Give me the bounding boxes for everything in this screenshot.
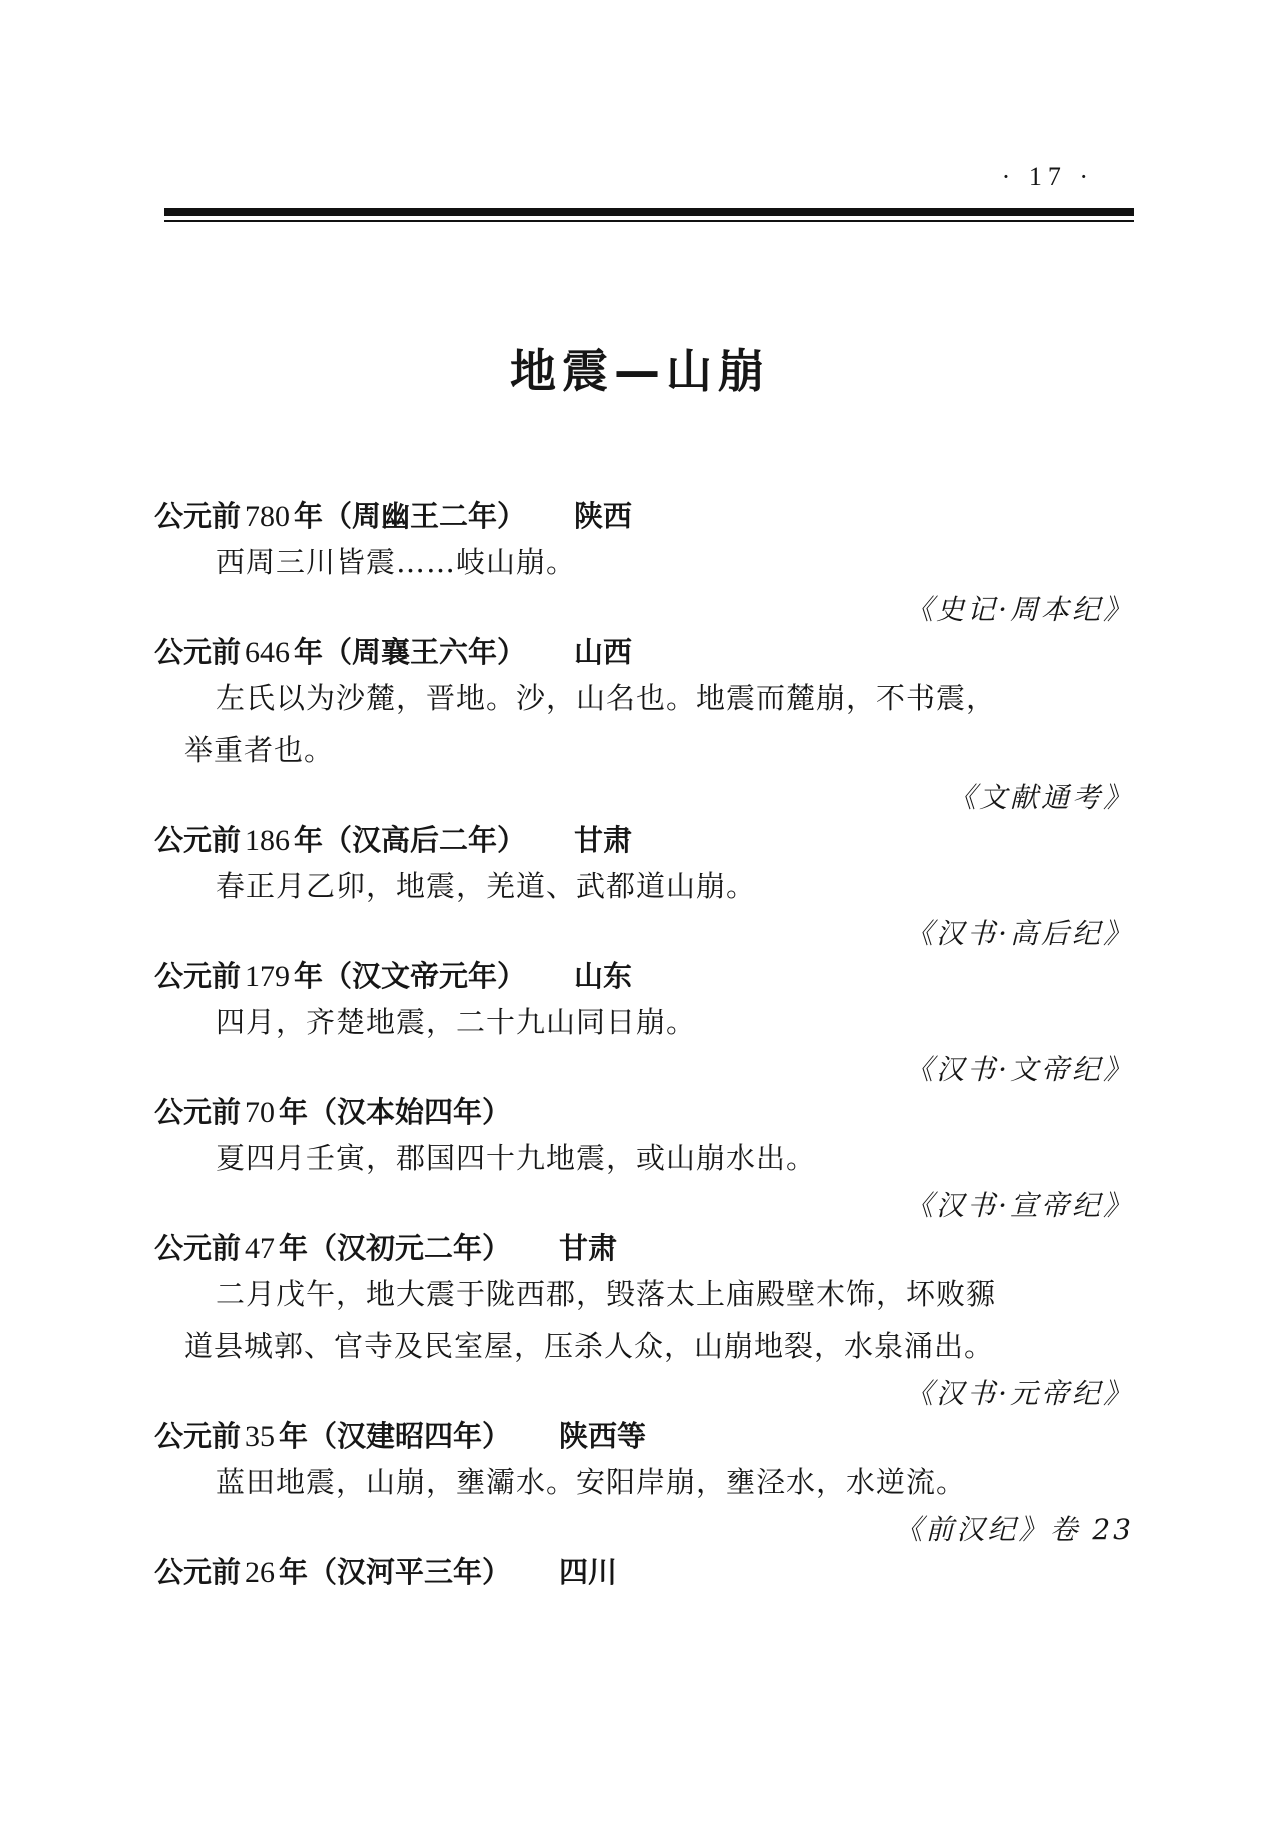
entry-date-suffix: 年（汉建昭四年） — [279, 1419, 512, 1453]
entry-date — [154, 632, 526, 673]
entry-year: 179 — [245, 960, 291, 993]
entry-source: 《汉书·宣帝纪》 — [905, 1189, 1134, 1222]
entry-text-line: 蓝田地震，山崩，壅灞水。安阳岸崩，壅泾水，水逆流。 — [216, 1465, 967, 1499]
entry-region: 山西 — [574, 635, 633, 669]
entry-year: 70 — [245, 1096, 276, 1129]
entry-text-line: 西周三川皆震……岐山崩。 — [216, 545, 577, 579]
entry-region: 山东 — [574, 959, 633, 993]
entry-date-suffix: 年（汉高后二年） — [294, 823, 527, 857]
entry-region: 陕西 — [574, 499, 633, 533]
entry-year: 186 — [245, 824, 291, 857]
entry-header — [154, 820, 1134, 860]
entry-date-suffix: 年（周幽王二年） — [294, 499, 527, 533]
entry-date-prefix: 公元前 — [154, 499, 242, 533]
entry-region: 甘肃 — [559, 1231, 618, 1265]
page-number: · 17 · — [1001, 162, 1094, 191]
entry-region: 陕西等 — [559, 1419, 647, 1453]
entry-header — [154, 1092, 1134, 1132]
entry-text-line: 夏四月壬寅，郡国四十九地震，或山崩水出。 — [216, 1141, 817, 1175]
entry-source: 《汉书·文帝纪》 — [905, 1053, 1134, 1086]
entry-date — [154, 1416, 511, 1457]
entry — [154, 956, 1134, 1092]
entry-date-prefix: 公元前 — [154, 635, 242, 669]
entry-region: 四川 — [559, 1555, 618, 1589]
entry-date-prefix: 公元前 — [154, 1095, 242, 1129]
entry-date-suffix: 年（周襄王六年） — [294, 635, 527, 669]
entry-year: 646 — [245, 636, 291, 669]
entry-text-line: 道县城郭、官寺及民室屋，压杀人众，山崩地裂，水泉涌出。 — [184, 1329, 995, 1363]
entry-year: 780 — [245, 500, 291, 533]
page-title: 地震—山崩 — [510, 344, 770, 398]
entry-list — [154, 496, 1134, 1592]
entry-text-line: 二月戊午，地大震于陇西郡，毁落太上庙殿壁木饰，坏败豲 — [216, 1277, 997, 1311]
entry-date-prefix: 公元前 — [154, 1555, 242, 1589]
entry-year: 47 — [245, 1232, 276, 1265]
entry-date-suffix: 年（汉文帝元年） — [294, 959, 527, 993]
entry-date-suffix: 年（汉本始四年） — [279, 1095, 512, 1129]
entry-date — [154, 820, 526, 861]
entry-date-prefix: 公元前 — [154, 1231, 242, 1265]
entry-date-suffix: 年（汉河平三年） — [279, 1555, 512, 1589]
entry-date-suffix: 年（汉初元二年） — [279, 1231, 512, 1265]
entry-text-line: 左氏以为沙麓，晋地。沙，山名也。地震而麓崩，不书震， — [216, 681, 997, 715]
entry-date-prefix: 公元前 — [154, 1419, 242, 1453]
entry-date — [154, 496, 526, 537]
header-rule-thin — [164, 220, 1134, 222]
entry-text-line: 四月，齐楚地震，二十九山同日崩。 — [216, 1005, 697, 1039]
entry-header — [154, 1416, 1134, 1456]
entry-source: 《汉书·元帝纪》 — [905, 1377, 1134, 1410]
entry — [154, 496, 1134, 632]
entry-header — [154, 496, 1134, 536]
entry — [154, 1092, 1134, 1228]
entry — [154, 1416, 1134, 1552]
entry — [154, 1552, 1134, 1592]
entry — [154, 1228, 1134, 1416]
entry-header — [154, 956, 1134, 996]
entry-header — [154, 1228, 1134, 1268]
entry-text-line: 举重者也。 — [184, 733, 335, 767]
entry-region: 甘肃 — [574, 823, 633, 857]
entry-date — [154, 1092, 511, 1133]
entry — [154, 820, 1134, 956]
entry-header — [154, 632, 1134, 672]
entry-header — [154, 1552, 1134, 1592]
entry-source: 《文献通考》 — [947, 781, 1134, 814]
entry-date — [154, 1228, 511, 1269]
entry-year: 26 — [245, 1556, 276, 1589]
entry-source: 《史记·周本纪》 — [905, 593, 1134, 626]
entry-source: 《前汉纪》卷 23 — [894, 1513, 1134, 1546]
entry-date-prefix: 公元前 — [154, 823, 242, 857]
entry-text-line: 春正月乙卯，地震，羌道、武都道山崩。 — [216, 869, 757, 903]
entry-date — [154, 1552, 511, 1593]
entry-date — [154, 956, 526, 997]
entry-source: 《汉书·高后纪》 — [905, 917, 1134, 950]
entry-date-prefix: 公元前 — [154, 959, 242, 993]
header-rule-thick — [164, 208, 1134, 216]
entry-year: 35 — [245, 1420, 276, 1453]
entry — [154, 632, 1134, 820]
